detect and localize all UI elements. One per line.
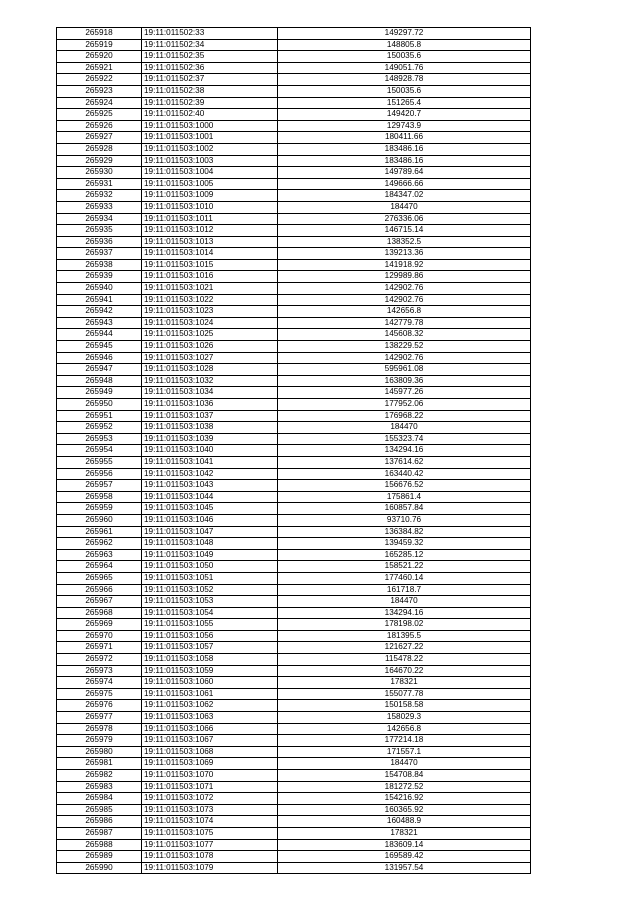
value-cell: 156676.52 [278,480,531,492]
table-row [57,213,531,225]
table-row [57,584,531,596]
record-id-cell: 265960 [57,514,142,526]
cadastral-number-cell: 19:11:011503:1055 [142,619,278,631]
table-row [57,283,531,295]
table-row [57,839,531,851]
value-cell: 121627.22 [278,642,531,654]
value-cell: 150035.6 [278,85,531,97]
record-id-cell: 265964 [57,561,142,573]
record-id-cell: 265969 [57,619,142,631]
cadastral-number-cell: 19:11:011503:1067 [142,735,278,747]
record-id-cell: 265958 [57,491,142,503]
value-cell: 149666.66 [278,178,531,190]
record-id-cell: 265919 [57,39,142,51]
table-row [57,735,531,747]
table-row [57,422,531,434]
cadastral-number-cell: 19:11:011503:1077 [142,839,278,851]
cadastral-number-cell: 19:11:011503:1011 [142,213,278,225]
value-cell: 164670.22 [278,665,531,677]
cadastral-number-cell: 19:11:011503:1024 [142,317,278,329]
value-cell: 93710.76 [278,514,531,526]
cadastral-number-cell: 19:11:011502:36 [142,62,278,74]
cadastral-number-cell: 19:11:011503:1073 [142,804,278,816]
record-id-cell: 265979 [57,735,142,747]
table-row [57,712,531,724]
table-row [57,155,531,167]
record-id-cell: 265952 [57,422,142,434]
table-row [57,619,531,631]
table-row [57,607,531,619]
value-cell: 178198.02 [278,619,531,631]
value-cell: 148928.78 [278,74,531,86]
cadastral-number-cell: 19:11:011503:1059 [142,665,278,677]
record-id-cell: 265955 [57,456,142,468]
record-id-cell: 265924 [57,97,142,109]
table-row [57,317,531,329]
record-id-cell: 265938 [57,259,142,271]
record-id-cell: 265946 [57,352,142,364]
record-id-cell: 265985 [57,804,142,816]
value-cell: 184470 [278,758,531,770]
table-row [57,758,531,770]
value-cell: 181272.52 [278,781,531,793]
value-cell: 146715.14 [278,225,531,237]
record-id-cell: 265977 [57,712,142,724]
cadastral-number-cell: 19:11:011503:1038 [142,422,278,434]
value-cell: 183486.16 [278,155,531,167]
value-cell: 155077.78 [278,688,531,700]
table-row [57,781,531,793]
record-id-cell: 265986 [57,816,142,828]
record-id-cell: 265987 [57,827,142,839]
record-id-cell: 265957 [57,480,142,492]
table-row [57,364,531,376]
value-cell: 149051.76 [278,62,531,74]
table-row [57,225,531,237]
record-id-cell: 265988 [57,839,142,851]
value-cell: 145977.26 [278,387,531,399]
value-cell: 142902.76 [278,294,531,306]
value-cell: 160365.92 [278,804,531,816]
value-cell: 142656.8 [278,723,531,735]
value-cell: 145608.32 [278,329,531,341]
table-row [57,248,531,260]
record-id-cell: 265922 [57,74,142,86]
value-cell: 150035.6 [278,51,531,63]
record-id-cell: 265921 [57,62,142,74]
record-id-cell: 265934 [57,213,142,225]
record-id-cell: 265935 [57,225,142,237]
data-sheet [56,27,531,874]
value-cell: 154708.84 [278,770,531,782]
record-id-cell: 265976 [57,700,142,712]
table-row [57,352,531,364]
table-row [57,51,531,63]
table-row [57,538,531,550]
record-id-cell: 265989 [57,851,142,863]
value-cell: 149297.72 [278,28,531,40]
record-id-cell: 265937 [57,248,142,260]
cadastral-number-cell: 19:11:011503:1075 [142,827,278,839]
table-row [57,700,531,712]
value-cell: 163809.36 [278,375,531,387]
cadastral-number-cell: 19:11:011503:1053 [142,596,278,608]
record-id-cell: 265975 [57,688,142,700]
record-id-cell: 265936 [57,236,142,248]
value-cell: 149420.7 [278,109,531,121]
table-row [57,143,531,155]
record-id-cell: 265923 [57,85,142,97]
value-cell: 163440.42 [278,468,531,480]
value-cell: 151265.4 [278,97,531,109]
cadastral-number-cell: 19:11:011503:1032 [142,375,278,387]
record-id-cell: 265927 [57,132,142,144]
record-id-cell: 265982 [57,770,142,782]
cadastral-number-cell: 19:11:011503:1058 [142,654,278,666]
value-cell: 178321 [278,827,531,839]
cadastral-number-cell: 19:11:011503:1068 [142,746,278,758]
table-row [57,132,531,144]
record-id-cell: 265967 [57,596,142,608]
value-cell: 160488.9 [278,816,531,828]
cadastral-number-cell: 19:11:011503:1052 [142,584,278,596]
table-row [57,549,531,561]
cadastral-number-cell: 19:11:011502:33 [142,28,278,40]
record-id-cell: 265920 [57,51,142,63]
table-row [57,445,531,457]
value-cell: 177460.14 [278,572,531,584]
table-row [57,804,531,816]
value-cell: 158521.22 [278,561,531,573]
table-row [57,97,531,109]
value-cell: 154216.92 [278,793,531,805]
cadastral-number-cell: 19:11:011503:1042 [142,468,278,480]
cadastral-number-cell: 19:11:011503:1045 [142,503,278,515]
value-cell: 139459.32 [278,538,531,550]
cadastral-number-cell: 19:11:011503:1026 [142,341,278,353]
cadastral-number-cell: 19:11:011503:1034 [142,387,278,399]
record-id-cell: 265928 [57,143,142,155]
record-id-cell: 265968 [57,607,142,619]
value-cell: 129989.86 [278,271,531,283]
record-id-cell: 265929 [57,155,142,167]
cadastral-number-cell: 19:11:011503:1050 [142,561,278,573]
cadastral-number-cell: 19:11:011503:1005 [142,178,278,190]
table-row [57,201,531,213]
cadastral-number-cell: 19:11:011503:1027 [142,352,278,364]
cadastral-number-cell: 19:11:011503:1002 [142,143,278,155]
cadastral-number-cell: 19:11:011503:1063 [142,712,278,724]
record-id-cell: 265965 [57,572,142,584]
value-cell: 176968.22 [278,410,531,422]
cadastral-number-cell: 19:11:011503:1028 [142,364,278,376]
table-row [57,596,531,608]
cadastral-number-cell: 19:11:011503:1061 [142,688,278,700]
table-row [57,190,531,202]
table-row [57,561,531,573]
record-id-cell: 265974 [57,677,142,689]
table-row [57,654,531,666]
table-row [57,827,531,839]
cadastral-number-cell: 19:11:011503:1025 [142,329,278,341]
cadastral-number-cell: 19:11:011503:1012 [142,225,278,237]
value-cell: 180411.66 [278,132,531,144]
cadastral-number-cell: 19:11:011503:1041 [142,456,278,468]
record-id-cell: 265925 [57,109,142,121]
table-row [57,480,531,492]
value-cell: 138229.52 [278,341,531,353]
cadastral-number-cell: 19:11:011503:1054 [142,607,278,619]
cadastral-number-cell: 19:11:011503:1070 [142,770,278,782]
cadastral-number-cell: 19:11:011502:38 [142,85,278,97]
record-id-cell: 265943 [57,317,142,329]
table-row [57,167,531,179]
value-cell: 160857.84 [278,503,531,515]
table-row [57,236,531,248]
record-id-cell: 265980 [57,746,142,758]
value-cell: 183609.14 [278,839,531,851]
record-id-cell: 265966 [57,584,142,596]
value-cell: 142779.78 [278,317,531,329]
cadastral-number-cell: 19:11:011503:1072 [142,793,278,805]
cadastral-number-cell: 19:11:011503:1036 [142,399,278,411]
record-id-cell: 265931 [57,178,142,190]
record-id-cell: 265984 [57,793,142,805]
value-cell: 139213.36 [278,248,531,260]
value-cell: 158029.3 [278,712,531,724]
record-id-cell: 265971 [57,642,142,654]
table-row [57,410,531,422]
value-cell: 142902.76 [278,352,531,364]
record-id-cell: 265954 [57,445,142,457]
table-row [57,572,531,584]
table-row [57,851,531,863]
value-cell: 178321 [278,677,531,689]
value-cell: 155323.74 [278,433,531,445]
cadastral-number-cell: 19:11:011503:1016 [142,271,278,283]
cadastral-number-cell: 19:11:011503:1049 [142,549,278,561]
record-id-cell: 265959 [57,503,142,515]
cadastral-number-cell: 19:11:011503:1037 [142,410,278,422]
table-row [57,526,531,538]
table-row [57,39,531,51]
table-row [57,642,531,654]
cadastral-number-cell: 19:11:011503:1079 [142,862,278,874]
table-body [57,28,531,874]
cadastral-number-cell: 19:11:011503:1069 [142,758,278,770]
cadastral-number-cell: 19:11:011503:1010 [142,201,278,213]
cadastral-number-cell: 19:11:011503:1060 [142,677,278,689]
cadastral-number-cell: 19:11:011503:1051 [142,572,278,584]
record-id-cell: 265940 [57,283,142,295]
record-id-cell: 265950 [57,399,142,411]
value-cell: 134294.16 [278,607,531,619]
table-row [57,375,531,387]
table-row [57,85,531,97]
value-cell: 175861.4 [278,491,531,503]
value-cell: 134294.16 [278,445,531,457]
value-cell: 181395.5 [278,630,531,642]
cadastral-number-cell: 19:11:011503:1013 [142,236,278,248]
cadastral-number-cell: 19:11:011503:1047 [142,526,278,538]
cadastral-number-cell: 19:11:011503:1044 [142,491,278,503]
record-id-cell: 265970 [57,630,142,642]
data-table [56,27,531,874]
record-id-cell: 265990 [57,862,142,874]
table-row [57,723,531,735]
value-cell: 184470 [278,201,531,213]
record-id-cell: 265930 [57,167,142,179]
cadastral-number-cell: 19:11:011502:39 [142,97,278,109]
cadastral-number-cell: 19:11:011503:1014 [142,248,278,260]
cadastral-number-cell: 19:11:011502:35 [142,51,278,63]
value-cell: 148805.8 [278,39,531,51]
cadastral-number-cell: 19:11:011503:1078 [142,851,278,863]
record-id-cell: 265981 [57,758,142,770]
value-cell: 171557.1 [278,746,531,758]
cadastral-number-cell: 19:11:011502:37 [142,74,278,86]
value-cell: 149789.64 [278,167,531,179]
table-row [57,630,531,642]
value-cell: 184470 [278,422,531,434]
table-row [57,688,531,700]
table-row [57,109,531,121]
record-id-cell: 265942 [57,306,142,318]
table-row [57,746,531,758]
cadastral-number-cell: 19:11:011503:1074 [142,816,278,828]
cadastral-number-cell: 19:11:011503:1056 [142,630,278,642]
table-row [57,74,531,86]
record-id-cell: 265978 [57,723,142,735]
cadastral-number-cell: 19:11:011503:1015 [142,259,278,271]
table-row [57,329,531,341]
value-cell: 165285.12 [278,549,531,561]
record-id-cell: 265939 [57,271,142,283]
value-cell: 161718.7 [278,584,531,596]
cadastral-number-cell: 19:11:011503:1057 [142,642,278,654]
record-id-cell: 265926 [57,120,142,132]
cadastral-number-cell: 19:11:011503:1022 [142,294,278,306]
table-row [57,178,531,190]
value-cell: 177214.18 [278,735,531,747]
value-cell: 131957.54 [278,862,531,874]
value-cell: 184470 [278,596,531,608]
table-row [57,770,531,782]
value-cell: 129743.9 [278,120,531,132]
record-id-cell: 265933 [57,201,142,213]
value-cell: 150158.58 [278,700,531,712]
value-cell: 183486.16 [278,143,531,155]
cadastral-number-cell: 19:11:011503:1004 [142,167,278,179]
table-row [57,399,531,411]
value-cell: 136384.82 [278,526,531,538]
value-cell: 142902.76 [278,283,531,295]
cadastral-number-cell: 19:11:011503:1039 [142,433,278,445]
cadastral-number-cell: 19:11:011503:1062 [142,700,278,712]
cadastral-number-cell: 19:11:011503:1000 [142,120,278,132]
value-cell: 169589.42 [278,851,531,863]
table-row [57,306,531,318]
table-row [57,28,531,40]
table-row [57,456,531,468]
value-cell: 142656.8 [278,306,531,318]
value-cell: 141918.92 [278,259,531,271]
cadastral-number-cell: 19:11:011503:1001 [142,132,278,144]
table-row [57,433,531,445]
value-cell: 177952.06 [278,399,531,411]
table-row [57,120,531,132]
table-row [57,259,531,271]
record-id-cell: 265941 [57,294,142,306]
table-row [57,387,531,399]
record-id-cell: 265932 [57,190,142,202]
table-row [57,862,531,874]
table-row [57,514,531,526]
record-id-cell: 265961 [57,526,142,538]
cadastral-number-cell: 19:11:011503:1023 [142,306,278,318]
cadastral-number-cell: 19:11:011502:40 [142,109,278,121]
value-cell: 276336.06 [278,213,531,225]
table-row [57,503,531,515]
value-cell: 115478.22 [278,654,531,666]
table-row [57,271,531,283]
cadastral-number-cell: 19:11:011503:1021 [142,283,278,295]
value-cell: 137614.62 [278,456,531,468]
record-id-cell: 265962 [57,538,142,550]
record-id-cell: 265947 [57,364,142,376]
record-id-cell: 265973 [57,665,142,677]
record-id-cell: 265951 [57,410,142,422]
value-cell: 595961.08 [278,364,531,376]
cadastral-number-cell: 19:11:011503:1046 [142,514,278,526]
record-id-cell: 265953 [57,433,142,445]
table-row [57,468,531,480]
cadastral-number-cell: 19:11:011503:1003 [142,155,278,167]
table-row [57,665,531,677]
record-id-cell: 265956 [57,468,142,480]
record-id-cell: 265972 [57,654,142,666]
cadastral-number-cell: 19:11:011503:1048 [142,538,278,550]
cadastral-number-cell: 19:11:011503:1040 [142,445,278,457]
table-row [57,793,531,805]
record-id-cell: 265948 [57,375,142,387]
table-row [57,62,531,74]
record-id-cell: 265945 [57,341,142,353]
cadastral-number-cell: 19:11:011503:1071 [142,781,278,793]
cadastral-number-cell: 19:11:011502:34 [142,39,278,51]
record-id-cell: 265944 [57,329,142,341]
table-row [57,294,531,306]
value-cell: 184347.02 [278,190,531,202]
table-row [57,491,531,503]
cadastral-number-cell: 19:11:011503:1043 [142,480,278,492]
table-row [57,816,531,828]
table-row [57,341,531,353]
cadastral-number-cell: 19:11:011503:1066 [142,723,278,735]
cadastral-number-cell: 19:11:011503:1009 [142,190,278,202]
table-row [57,677,531,689]
record-id-cell: 265983 [57,781,142,793]
value-cell: 138352.5 [278,236,531,248]
record-id-cell: 265918 [57,28,142,40]
record-id-cell: 265963 [57,549,142,561]
record-id-cell: 265949 [57,387,142,399]
